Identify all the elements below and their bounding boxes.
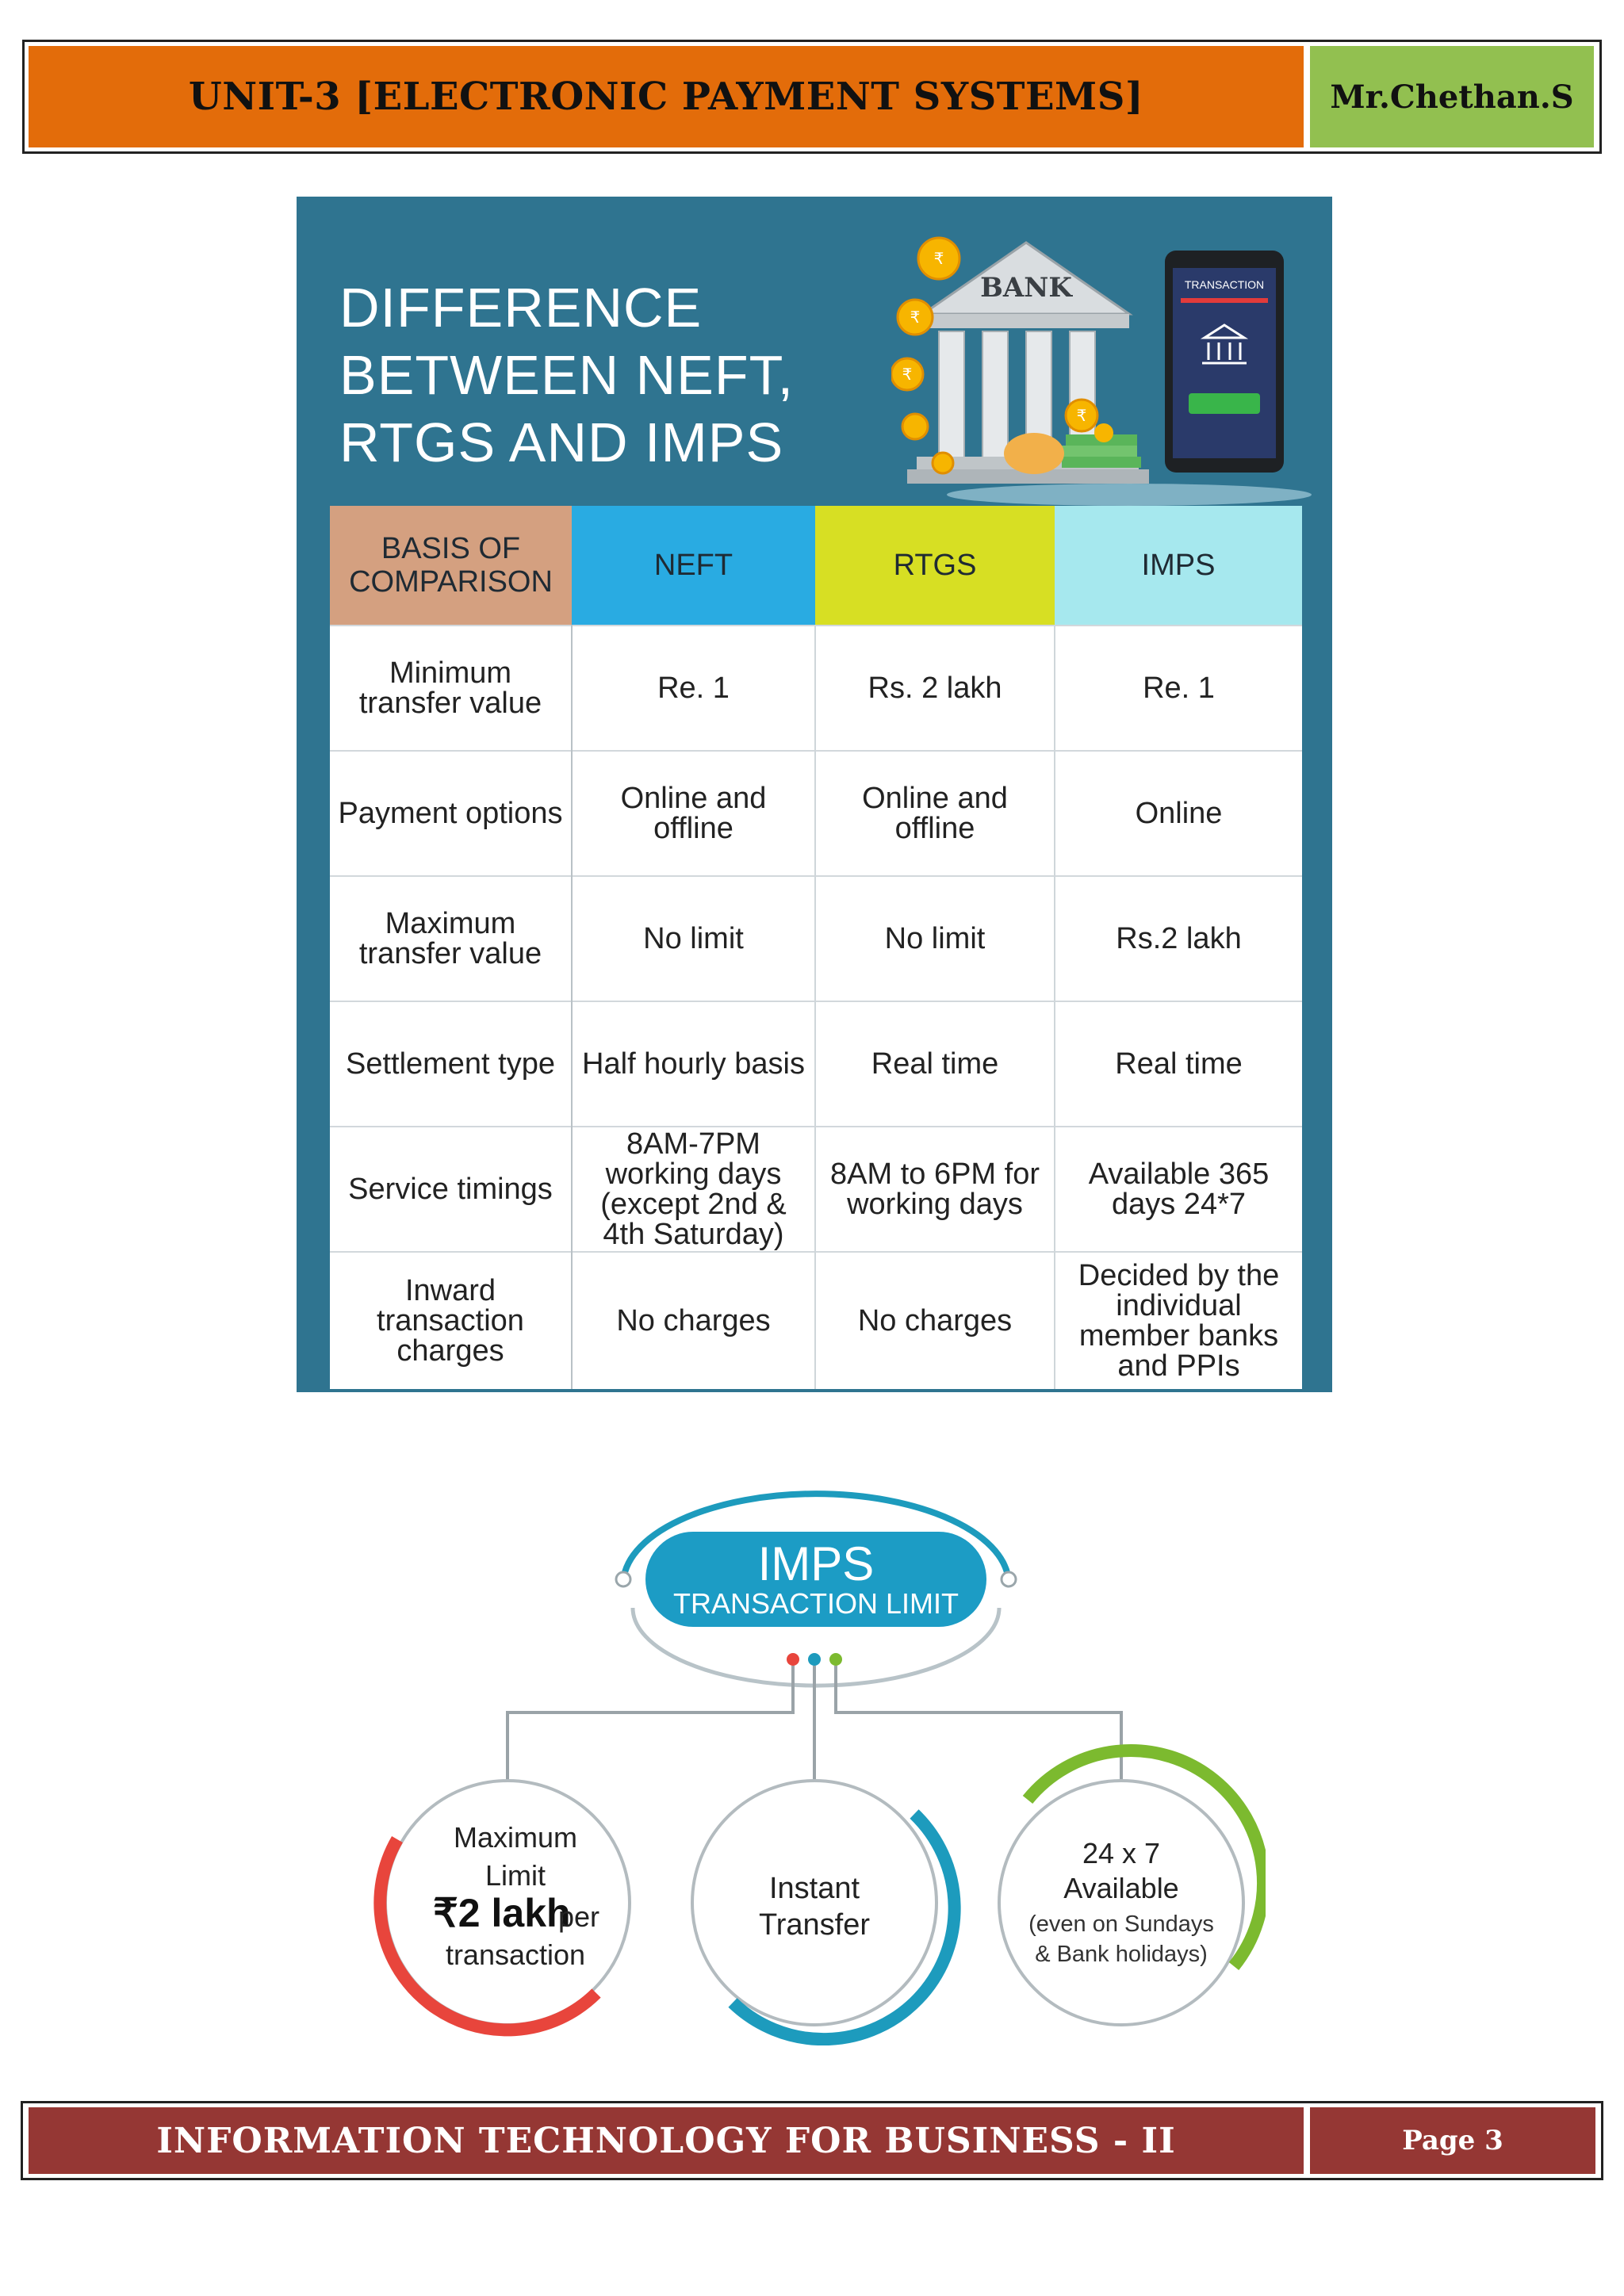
- header-cell-rtgs: RTGS: [815, 506, 1055, 626]
- connector-dot-red: [787, 1653, 799, 1666]
- circle3-line2: Available: [1063, 1872, 1179, 1904]
- svg-text:₹: ₹: [933, 249, 944, 268]
- badge-knob-right: [1002, 1572, 1016, 1586]
- header-title: UNIT-3 [ELECTRONIC PAYMENT SYSTEMS]: [188, 75, 1144, 119]
- table-cell: Rs. 2 lakh: [815, 626, 1055, 751]
- table-cell: Minimum transfer value: [330, 626, 572, 751]
- circle2-line1: Instant: [768, 1872, 860, 1905]
- table-cell: No limit: [572, 876, 815, 1001]
- connector-dot-blue: [808, 1653, 821, 1666]
- comparison-title-line: DIFFERENCE: [339, 277, 703, 339]
- table-cell: Maximum transfer value: [330, 876, 572, 1001]
- circle1-amount: ₹2 lakh: [433, 1891, 571, 1935]
- comparison-title: [339, 274, 795, 476]
- table-cell: Online: [1055, 751, 1302, 876]
- table-row: [330, 751, 1302, 876]
- table-cell: Real time: [815, 1001, 1055, 1127]
- table-cell: Inward transaction charges: [330, 1252, 572, 1389]
- header-cell-basis: BASIS OF COMPARISON: [330, 506, 572, 626]
- table-cell: Payment options: [330, 751, 572, 876]
- circle1-per: per: [558, 1900, 600, 1933]
- connector-lines: [508, 1666, 1121, 1781]
- svg-text:₹: ₹: [910, 308, 921, 327]
- table-cell: Online and offline: [572, 751, 815, 876]
- phone-label: TRANSACTION: [1184, 278, 1265, 291]
- imps-limit-diagram: [362, 1490, 1266, 2045]
- circle3-line4: & Bank holidays): [1035, 1942, 1208, 1967]
- table-cell: Online and offline: [815, 751, 1055, 876]
- comparison-title-line: BETWEEN NEFT,: [339, 344, 795, 406]
- table-row: [330, 876, 1302, 1001]
- table-header-row: [330, 506, 1302, 626]
- footer-title: INFORMATION TECHNOLOGY FOR BUSINESS - II: [156, 2120, 1176, 2161]
- badge-title: IMPS: [757, 1537, 875, 1590]
- header-cell-imps: IMPS: [1055, 506, 1302, 626]
- table-cell: Service timings: [330, 1127, 572, 1252]
- table-cell: No limit: [815, 876, 1055, 1001]
- footer-page-box: [1310, 2107, 1595, 2174]
- footer-title-bar: [29, 2107, 1304, 2174]
- table-cell: Rs.2 lakh: [1055, 876, 1302, 1001]
- circle2-line2: Transfer: [758, 1908, 871, 1942]
- badge-knob-left: [616, 1572, 630, 1586]
- comparison-table: [330, 506, 1302, 1389]
- table-row: [330, 1127, 1302, 1252]
- svg-text:₹: ₹: [1076, 406, 1087, 425]
- circle1-line4: transaction: [445, 1938, 586, 1971]
- header-title-bar: [29, 46, 1304, 147]
- table-cell: No charges: [572, 1252, 815, 1389]
- table-cell: Available 365 days 24*7: [1055, 1127, 1302, 1252]
- table-row: [330, 626, 1302, 751]
- table-row: [330, 1001, 1302, 1127]
- header-author-box: [1310, 46, 1594, 147]
- comparison-title-line: RTGS AND IMPS: [339, 411, 784, 473]
- circle1-line2: Limit: [485, 1859, 546, 1892]
- bank-sign: BANK: [980, 272, 1072, 304]
- table-cell: Re. 1: [1055, 626, 1302, 751]
- table-cell: No charges: [815, 1252, 1055, 1389]
- table-cell: 8AM-7PM working days (except 2nd & 4th Saturday): [572, 1127, 815, 1252]
- circle3-line3: (even on Sundays: [1028, 1911, 1214, 1937]
- table-cell: Re. 1: [572, 626, 815, 751]
- table-row: [330, 1252, 1302, 1389]
- table-cell: 8AM to 6PM for working days: [815, 1127, 1055, 1252]
- table-cell: Decided by the individual member banks and PPIs: [1055, 1252, 1302, 1389]
- header-author: Mr.Chethan.S: [1330, 78, 1574, 116]
- circle1-line1: Maximum: [453, 1821, 578, 1854]
- table-cell: Half hourly basis: [572, 1001, 815, 1127]
- comparison-infographic: [297, 197, 1332, 1392]
- svg-text:₹: ₹: [902, 365, 913, 384]
- table-cell: Settlement type: [330, 1001, 572, 1127]
- connector-dot-green: [829, 1653, 842, 1666]
- header-cell-neft: NEFT: [572, 506, 815, 626]
- badge-subtitle: TRANSACTION LIMIT: [672, 1587, 959, 1620]
- page-number: Page 3: [1402, 2125, 1503, 2156]
- circle3-line1: 24 x 7: [1082, 1837, 1161, 1869]
- table-cell: Real time: [1055, 1001, 1302, 1127]
- bank-illustration: [891, 219, 1312, 536]
